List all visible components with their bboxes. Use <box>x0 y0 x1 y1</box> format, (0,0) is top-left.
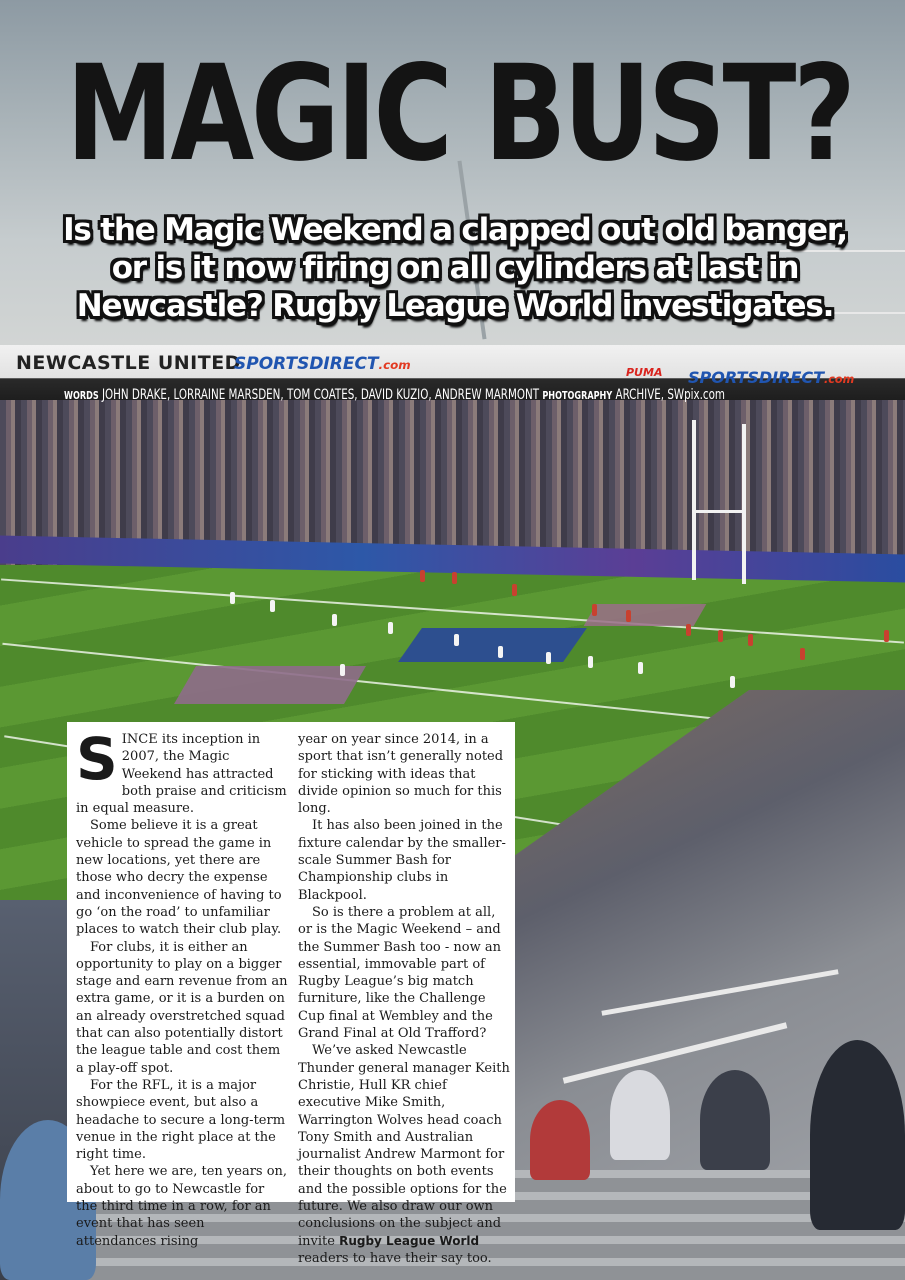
article-column-1 <box>76 725 288 1250</box>
words-credit: JOHN DRAKE, LORRAINE MARSDEN, TOM COATES, DAVID KUZIO, ANDREW MARMONT <box>101 387 540 403</box>
player <box>454 634 459 646</box>
player <box>512 584 517 596</box>
player <box>452 572 457 584</box>
article-credits <box>64 387 725 403</box>
pitch-logo-left <box>174 666 366 704</box>
player <box>592 604 597 616</box>
photography-label: PHOTOGRAPHY <box>542 389 613 402</box>
article-column-2 <box>298 731 510 1267</box>
player <box>588 656 593 668</box>
goal-post <box>742 424 746 584</box>
headline: MAGIC BUST? <box>66 37 853 191</box>
player <box>730 676 735 688</box>
player <box>498 646 503 658</box>
spectator <box>530 1100 590 1180</box>
article-paragraph <box>76 725 288 817</box>
article-paragraph: It has also been joined in the fixture calendar by the smaller-scale Summer Bash for Championship clubs in Blackpool. <box>298 818 506 903</box>
sponsor-name: SPORTSDIRECT <box>234 354 379 374</box>
article-paragraph: year on year since 2014, in a sport that isn’t generally noted for sticking with ideas that divide opinion so much for this long. <box>298 732 504 817</box>
words-label: WORDS <box>64 389 99 402</box>
article-paragraph <box>298 1042 510 1267</box>
club-signage: NEWCASTLE UNITED <box>16 352 241 374</box>
player <box>626 610 631 622</box>
magazine-brand: Rugby League World <box>339 1233 480 1248</box>
standfirst: Is the Magic Weekend a clapped out old banger, or is it now firing on all cylinders at last in Newcastle? Rugby League World investigates. <box>63 212 847 324</box>
player <box>748 634 753 646</box>
article-paragraph: So is there a problem at all, or is the Magic Weekend – and the Summer Bash too - now an essential, immovable part of Rugby League’s big match furniture, like the Challenge Cup final at Wembley and the Grand Final at Old Trafford? <box>298 904 501 1042</box>
paragraph-text: INCE its inception in 2007, the Magic Weekend has attracted both praise and criticism in equal measure. <box>76 732 287 817</box>
sponsor-suffix: .com <box>378 358 411 372</box>
spectator <box>810 1040 905 1230</box>
player <box>420 570 425 582</box>
player <box>332 614 337 626</box>
player <box>270 600 275 612</box>
player <box>230 592 235 604</box>
photography-credit: ARCHIVE, SWpix.com <box>615 387 725 403</box>
spectator <box>700 1070 770 1170</box>
article-paragraph: For the RFL, it is a major showpiece event, but also a headache to secure a long-term venue in the right place at the right time. <box>76 1077 286 1163</box>
kit-brand-signage: PUMA <box>626 366 663 379</box>
sponsor-signage-left <box>234 354 411 374</box>
pitch-logo-center <box>398 628 587 662</box>
player <box>388 622 393 634</box>
player <box>638 662 643 674</box>
player <box>340 664 345 676</box>
player <box>686 624 691 636</box>
goal-post <box>692 420 696 580</box>
player <box>884 630 889 642</box>
sponsor-signage-right <box>688 368 854 387</box>
sponsor-name: SPORTSDIRECT <box>688 368 825 387</box>
player <box>718 630 723 642</box>
article-text-box <box>67 722 515 1266</box>
article-paragraph: Some believe it is a great vehicle to spread the game in new locations, yet there are those who decry the expense and inconvenience of having to go ‘on the road’ to unfamiliar places to watch their club play. <box>76 818 282 938</box>
paragraph-text: readers to have their say too. <box>298 1250 492 1266</box>
article-paragraph: Yet here we are, ten years on, about to go to Newcastle for the third time in a row, for an event that has seen attendances rising <box>76 1164 288 1249</box>
spectator <box>610 1070 670 1160</box>
pitch-logo-right <box>584 604 707 626</box>
drop-cap: S <box>76 725 118 793</box>
player <box>546 652 551 664</box>
player <box>800 648 805 660</box>
goal-crossbar <box>692 510 746 513</box>
paragraph-text: We’ve asked Newcastle Thunder general manager Keith Christie, Hull KR chief executive Mike Smith, Warrington Wolves head coach Tony Smith and Australian journalist Andrew Marmont for their thoughts on both events and the possible options for the future. We also draw our own conclusions on the subject and invite <box>298 1043 510 1249</box>
sponsor-suffix: .com <box>824 373 855 386</box>
article-paragraph: For clubs, it is either an opportunity to play on a bigger stage and earn revenue from an extra game, or it is a burden on an already overstretched squad that can also potentially distort the league table and cost them a play-off spot. <box>76 939 288 1076</box>
